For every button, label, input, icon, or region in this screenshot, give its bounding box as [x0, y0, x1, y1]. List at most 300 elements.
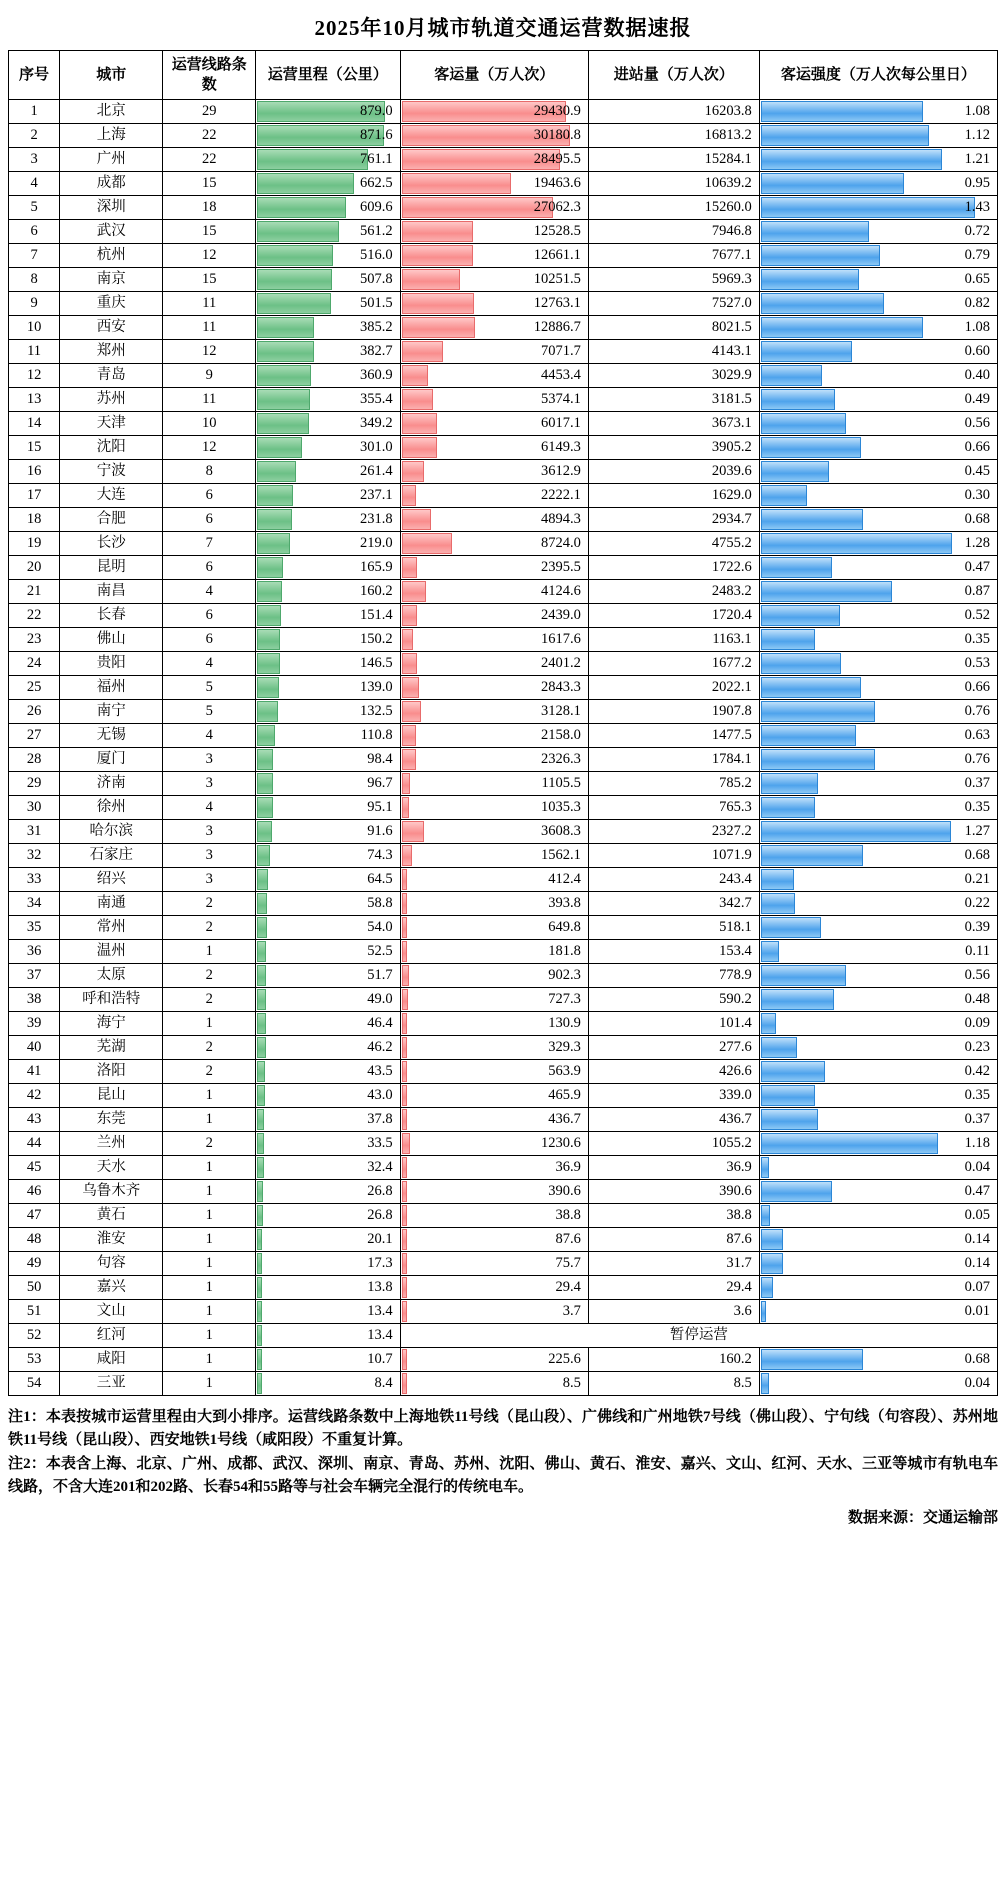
cell-lines: 1	[163, 1300, 255, 1324]
cell-city: 长沙	[60, 532, 163, 556]
cell-entries: 1477.5	[588, 724, 759, 748]
intensity-value: 1.21	[964, 151, 990, 167]
cell-index: 38	[9, 988, 60, 1012]
cell-intensity	[759, 604, 997, 628]
cell-km	[255, 316, 400, 340]
cell-intensity	[759, 988, 997, 1012]
intensity-value: 1.27	[964, 823, 990, 839]
cell-lines: 1	[163, 1228, 255, 1252]
cell-km	[255, 844, 400, 868]
cell-intensity	[759, 1276, 997, 1300]
cell-entries: 3.6	[588, 1300, 759, 1324]
cell-passengers	[400, 748, 588, 772]
cell-passengers	[400, 388, 588, 412]
cell-index: 32	[9, 844, 60, 868]
table-row	[9, 460, 998, 484]
intensity-value: 0.22	[964, 895, 990, 911]
cell-km	[255, 508, 400, 532]
cell-index: 3	[9, 148, 60, 172]
cell-passengers	[400, 244, 588, 268]
intensity-value: 1.08	[964, 319, 990, 335]
table-row	[9, 772, 998, 796]
passengers-value: 3608.3	[541, 823, 581, 839]
cell-intensity	[759, 1156, 997, 1180]
passengers-value: 87.6	[555, 1231, 581, 1247]
cell-city: 太原	[60, 964, 163, 988]
cell-intensity	[759, 1060, 997, 1084]
passengers-value: 30180.8	[533, 127, 581, 143]
intensity-value: 0.95	[964, 175, 990, 191]
cell-lines: 3	[163, 772, 255, 796]
km-value: 151.4	[360, 607, 393, 623]
cell-km	[255, 1180, 400, 1204]
cell-index: 45	[9, 1156, 60, 1180]
cell-passengers	[400, 892, 588, 916]
cell-index: 44	[9, 1132, 60, 1156]
cell-entries: 2327.2	[588, 820, 759, 844]
table-row	[9, 340, 998, 364]
passengers-value: 10251.5	[533, 271, 581, 287]
table-row	[9, 1108, 998, 1132]
table-row	[9, 652, 998, 676]
cell-km	[255, 364, 400, 388]
cell-km	[255, 868, 400, 892]
cell-lines: 1	[163, 940, 255, 964]
intensity-value: 0.82	[964, 295, 990, 311]
table-row	[9, 1252, 998, 1276]
cell-km	[255, 820, 400, 844]
table-row	[9, 172, 998, 196]
intensity-value: 0.04	[964, 1375, 990, 1391]
passengers-value: 19463.6	[533, 175, 581, 191]
km-value: 355.4	[360, 391, 393, 407]
passengers-value: 2401.2	[541, 655, 581, 671]
cell-index: 42	[9, 1084, 60, 1108]
passengers-value: 436.7	[548, 1111, 581, 1127]
cell-passengers	[400, 844, 588, 868]
table-row	[9, 892, 998, 916]
cell-intensity	[759, 844, 997, 868]
km-value: 237.1	[360, 487, 393, 503]
cell-intensity	[759, 748, 997, 772]
cell-passengers	[400, 100, 588, 124]
cell-index: 9	[9, 292, 60, 316]
cell-km	[255, 1324, 400, 1348]
km-value: 37.8	[367, 1111, 393, 1127]
cell-intensity	[759, 340, 997, 364]
cell-passengers	[400, 652, 588, 676]
cell-intensity	[759, 124, 997, 148]
km-value: 160.2	[360, 583, 393, 599]
passengers-value: 2843.3	[541, 679, 581, 695]
km-value: 64.5	[367, 871, 393, 887]
cell-intensity	[759, 364, 997, 388]
cell-index: 8	[9, 268, 60, 292]
table-row	[9, 436, 998, 460]
cell-city: 青岛	[60, 364, 163, 388]
passengers-value: 27062.3	[533, 199, 581, 215]
passengers-value: 12763.1	[533, 295, 581, 311]
cell-km	[255, 172, 400, 196]
cell-city: 大连	[60, 484, 163, 508]
cell-entries: 16203.8	[588, 100, 759, 124]
table-row	[9, 604, 998, 628]
cell-km	[255, 436, 400, 460]
cell-city: 无锡	[60, 724, 163, 748]
cell-city: 武汉	[60, 220, 163, 244]
cell-city: 佛山	[60, 628, 163, 652]
cell-lines: 2	[163, 916, 255, 940]
km-value: 17.3	[367, 1255, 393, 1271]
passengers-value: 130.9	[548, 1015, 581, 1031]
cell-index: 46	[9, 1180, 60, 1204]
cell-km	[255, 412, 400, 436]
table-row	[9, 868, 998, 892]
cell-passengers	[400, 172, 588, 196]
cell-city: 北京	[60, 100, 163, 124]
km-value: 91.6	[367, 823, 393, 839]
km-value: 33.5	[367, 1135, 393, 1151]
table-row	[9, 916, 998, 940]
cell-intensity	[759, 652, 997, 676]
cell-km	[255, 892, 400, 916]
cell-intensity	[759, 1204, 997, 1228]
cell-km	[255, 940, 400, 964]
intensity-value: 0.42	[964, 1063, 990, 1079]
km-value: 139.0	[360, 679, 393, 695]
table-row	[9, 724, 998, 748]
cell-passengers	[400, 508, 588, 532]
intensity-value: 0.68	[964, 1351, 990, 1367]
cell-km	[255, 580, 400, 604]
table-row	[9, 148, 998, 172]
table-row	[9, 364, 998, 388]
cell-entries: 1722.6	[588, 556, 759, 580]
cell-index: 51	[9, 1300, 60, 1324]
cell-passengers	[400, 628, 588, 652]
cell-index: 26	[9, 700, 60, 724]
cell-km	[255, 1132, 400, 1156]
cell-entries: 4755.2	[588, 532, 759, 556]
cell-km	[255, 748, 400, 772]
intensity-value: 0.72	[964, 223, 990, 239]
cell-passengers	[400, 316, 588, 340]
cell-entries: 390.6	[588, 1180, 759, 1204]
table-row	[9, 1156, 998, 1180]
cell-km	[255, 964, 400, 988]
metro-data-table	[8, 50, 998, 1396]
cell-city: 红河	[60, 1324, 163, 1348]
table-row	[9, 1300, 998, 1324]
cell-index: 2	[9, 124, 60, 148]
cell-km	[255, 532, 400, 556]
cell-entries: 1907.8	[588, 700, 759, 724]
cell-intensity	[759, 916, 997, 940]
cell-intensity	[759, 820, 997, 844]
cell-entries: 38.8	[588, 1204, 759, 1228]
cell-index: 27	[9, 724, 60, 748]
cell-passengers	[400, 1372, 588, 1396]
cell-entries: 277.6	[588, 1036, 759, 1060]
cell-lines: 12	[163, 436, 255, 460]
cell-index: 28	[9, 748, 60, 772]
cell-lines: 3	[163, 748, 255, 772]
cell-city: 文山	[60, 1300, 163, 1324]
cell-lines: 22	[163, 124, 255, 148]
intensity-value: 0.35	[964, 1087, 990, 1103]
cell-entries: 2483.2	[588, 580, 759, 604]
intensity-value: 0.79	[964, 247, 990, 263]
cell-intensity	[759, 1108, 997, 1132]
intensity-value: 1.18	[964, 1135, 990, 1151]
table-row	[9, 796, 998, 820]
cell-intensity	[759, 772, 997, 796]
cell-entries: 3181.5	[588, 388, 759, 412]
cell-entries: 7946.8	[588, 220, 759, 244]
cell-index: 35	[9, 916, 60, 940]
cell-intensity	[759, 196, 997, 220]
cell-intensity	[759, 1372, 997, 1396]
km-value: 49.0	[367, 991, 393, 1007]
cell-km	[255, 772, 400, 796]
cell-km	[255, 1276, 400, 1300]
intensity-value: 0.47	[964, 1183, 990, 1199]
cell-entries: 101.4	[588, 1012, 759, 1036]
passengers-value: 1562.1	[541, 847, 581, 863]
cell-lines: 15	[163, 172, 255, 196]
table-row	[9, 1132, 998, 1156]
cell-intensity	[759, 268, 997, 292]
cell-km	[255, 100, 400, 124]
cell-lines: 6	[163, 628, 255, 652]
cell-entries: 342.7	[588, 892, 759, 916]
cell-intensity	[759, 100, 997, 124]
cell-intensity	[759, 508, 997, 532]
passengers-value: 8724.0	[541, 535, 581, 551]
cell-lines: 6	[163, 604, 255, 628]
intensity-value: 0.23	[964, 1039, 990, 1055]
cell-lines: 7	[163, 532, 255, 556]
cell-city: 西安	[60, 316, 163, 340]
cell-passengers	[400, 220, 588, 244]
cell-entries: 31.7	[588, 1252, 759, 1276]
cell-lines: 10	[163, 412, 255, 436]
cell-lines: 2	[163, 1060, 255, 1084]
cell-index: 54	[9, 1372, 60, 1396]
cell-passengers	[400, 436, 588, 460]
intensity-value: 0.04	[964, 1159, 990, 1175]
cell-passengers	[400, 1132, 588, 1156]
passengers-value: 225.6	[548, 1351, 581, 1367]
km-value: 54.0	[367, 919, 393, 935]
cell-lines: 3	[163, 844, 255, 868]
intensity-value: 0.48	[964, 991, 990, 1007]
cell-lines: 4	[163, 796, 255, 820]
cell-lines: 6	[163, 484, 255, 508]
cell-city: 合肥	[60, 508, 163, 532]
cell-entries: 153.4	[588, 940, 759, 964]
km-value: 146.5	[360, 655, 393, 671]
table-row	[9, 628, 998, 652]
cell-entries: 7527.0	[588, 292, 759, 316]
cell-km	[255, 124, 400, 148]
cell-intensity	[759, 1012, 997, 1036]
cell-intensity	[759, 868, 997, 892]
intensity-value: 0.37	[964, 1111, 990, 1127]
cell-city: 徐州	[60, 796, 163, 820]
cell-entries: 15260.0	[588, 196, 759, 220]
cell-entries: 8021.5	[588, 316, 759, 340]
cell-index: 11	[9, 340, 60, 364]
table-row	[9, 1348, 998, 1372]
cell-lines: 1	[163, 1324, 255, 1348]
cell-passengers	[400, 916, 588, 940]
km-value: 219.0	[360, 535, 393, 551]
intensity-value: 1.12	[964, 127, 990, 143]
cell-entries: 29.4	[588, 1276, 759, 1300]
intensity-value: 0.40	[964, 367, 990, 383]
cell-passengers	[400, 796, 588, 820]
cell-passengers	[400, 1180, 588, 1204]
cell-index: 50	[9, 1276, 60, 1300]
intensity-value: 0.30	[964, 487, 990, 503]
cell-passengers	[400, 196, 588, 220]
cell-city: 成都	[60, 172, 163, 196]
table-row	[9, 412, 998, 436]
cell-passengers	[400, 556, 588, 580]
cell-lines: 22	[163, 148, 255, 172]
table-row	[9, 988, 998, 1012]
cell-passengers	[400, 964, 588, 988]
cell-entries: 518.1	[588, 916, 759, 940]
table-row	[9, 484, 998, 508]
cell-km	[255, 1228, 400, 1252]
cell-km	[255, 700, 400, 724]
passengers-value: 1230.6	[541, 1135, 581, 1151]
passengers-value: 4894.3	[541, 511, 581, 527]
passengers-value: 393.8	[548, 895, 581, 911]
intensity-value: 0.14	[964, 1255, 990, 1271]
cell-entries: 3905.2	[588, 436, 759, 460]
km-value: 609.6	[360, 199, 393, 215]
passengers-value: 902.3	[548, 967, 581, 983]
header-entries: 进站量（万人次）	[588, 51, 759, 100]
cell-intensity	[759, 436, 997, 460]
cell-lines: 1	[163, 1276, 255, 1300]
cell-km	[255, 268, 400, 292]
cell-index: 25	[9, 676, 60, 700]
cell-lines: 6	[163, 508, 255, 532]
cell-index: 22	[9, 604, 60, 628]
table-row	[9, 124, 998, 148]
cell-intensity	[759, 700, 997, 724]
km-value: 52.5	[367, 943, 393, 959]
cell-index: 30	[9, 796, 60, 820]
cell-passengers	[400, 1108, 588, 1132]
cell-intensity	[759, 580, 997, 604]
km-value: 110.8	[360, 727, 393, 743]
cell-entries: 590.2	[588, 988, 759, 1012]
cell-entries: 3673.1	[588, 412, 759, 436]
km-value: 301.0	[360, 439, 393, 455]
cell-city: 昆明	[60, 556, 163, 580]
cell-lines: 1	[163, 1156, 255, 1180]
cell-entries: 1071.9	[588, 844, 759, 868]
passengers-value: 75.7	[555, 1255, 581, 1271]
cell-lines: 1	[163, 1204, 255, 1228]
cell-city: 宁波	[60, 460, 163, 484]
table-header-row	[9, 51, 998, 100]
cell-index: 43	[9, 1108, 60, 1132]
cell-intensity	[759, 1300, 997, 1324]
header-lines: 运营线路条数	[163, 51, 255, 100]
cell-index: 47	[9, 1204, 60, 1228]
table-row	[9, 844, 998, 868]
cell-km	[255, 196, 400, 220]
intensity-value: 1.28	[964, 535, 990, 551]
intensity-value: 0.76	[964, 751, 990, 767]
table-row	[9, 244, 998, 268]
cell-intensity	[759, 316, 997, 340]
km-value: 385.2	[360, 319, 393, 335]
cell-city: 兰州	[60, 1132, 163, 1156]
cell-intensity	[759, 1036, 997, 1060]
table-row	[9, 316, 998, 340]
cell-passengers	[400, 988, 588, 1012]
table-row	[9, 556, 998, 580]
intensity-value: 0.65	[964, 271, 990, 287]
cell-passengers	[400, 1252, 588, 1276]
passengers-value: 563.9	[548, 1063, 581, 1079]
cell-city: 南通	[60, 892, 163, 916]
cell-city: 杭州	[60, 244, 163, 268]
cell-lines: 12	[163, 340, 255, 364]
cell-lines: 11	[163, 388, 255, 412]
cell-city: 长春	[60, 604, 163, 628]
cell-entries: 16813.2	[588, 124, 759, 148]
passengers-value: 29430.9	[533, 103, 581, 119]
cell-entries: 8.5	[588, 1372, 759, 1396]
intensity-value: 0.68	[964, 847, 990, 863]
cell-index: 40	[9, 1036, 60, 1060]
passengers-value: 4453.4	[541, 367, 581, 383]
cell-index: 10	[9, 316, 60, 340]
passengers-value: 465.9	[548, 1087, 581, 1103]
km-value: 98.4	[367, 751, 393, 767]
intensity-value: 0.56	[964, 967, 990, 983]
cell-index: 37	[9, 964, 60, 988]
cell-city: 福州	[60, 676, 163, 700]
km-value: 662.5	[360, 175, 393, 191]
cell-intensity	[759, 1132, 997, 1156]
cell-km	[255, 244, 400, 268]
passengers-value: 38.8	[555, 1207, 581, 1223]
passengers-value: 3612.9	[541, 463, 581, 479]
km-value: 132.5	[360, 703, 393, 719]
cell-index: 12	[9, 364, 60, 388]
intensity-value: 0.09	[964, 1015, 990, 1031]
passengers-value: 2395.5	[541, 559, 581, 575]
cell-passengers	[400, 124, 588, 148]
table-row	[9, 964, 998, 988]
table-row	[9, 1180, 998, 1204]
cell-entries: 765.3	[588, 796, 759, 820]
cell-passengers	[400, 532, 588, 556]
cell-passengers	[400, 1348, 588, 1372]
cell-index: 21	[9, 580, 60, 604]
passengers-value: 8.5	[562, 1375, 581, 1391]
cell-entries: 1629.0	[588, 484, 759, 508]
